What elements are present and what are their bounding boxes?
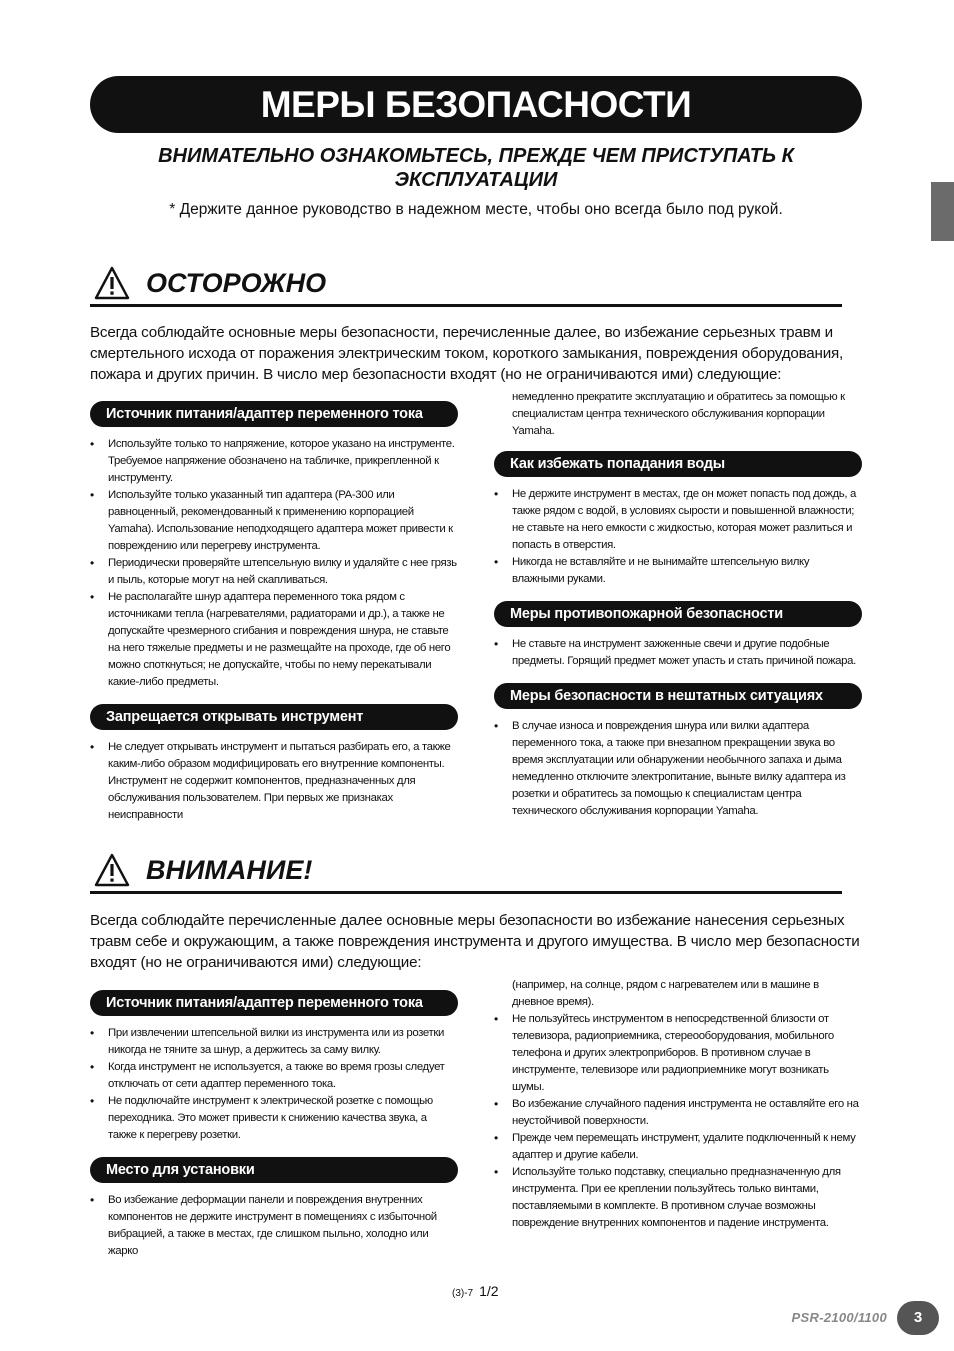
- page-number: 3: [897, 1301, 939, 1335]
- list-item: • Не держите инструмент в местах, где он может попасть под дождь, а также рядом с водой, в условиях сырости и повышенной влажности; не ставьте на него емкости с жидкостью, которая может разлиться и попасть в отверстия.: [494, 487, 856, 551]
- caution-power-list: [90, 436, 458, 691]
- attention-right-list: [494, 1011, 862, 1232]
- bullet-icon: •: [90, 556, 94, 570]
- list-item: • Используйте только то напряжение, которое указано на инструменте. Требуемое напряжение обозначено на табличке, прикрепленной к инструменту.: [90, 437, 455, 484]
- list-item: • Прежде чем перемещать инструмент, удалите подключенный к нему адаптер и другие кабели.: [494, 1131, 856, 1161]
- page-code: [452, 1283, 499, 1299]
- pill-attention-location: Место для установки: [90, 1157, 458, 1183]
- bullet-icon: •: [494, 1131, 498, 1145]
- bullet-icon: •: [494, 1012, 498, 1026]
- bullet-icon: •: [494, 487, 498, 501]
- list-item: • Никогда не вставляйте и не вынимайте штепсельную вилку влажными руками.: [494, 555, 810, 585]
- bullet-icon: •: [494, 1097, 498, 1111]
- continued-text: немедленно прекратите эксплуатацию и обратитесь за помощью к специалистам центра технического обслуживания корпорации Yamaha.: [512, 391, 845, 437]
- bullet-icon: •: [494, 719, 498, 733]
- list-item: • Используйте только подставку, специально предназначенную для инструмента. При ее креплении пользуйтесь только винтами, поставляемыми в комплекте. В противном случае возможны повреждение внутренних компонентов и падение инструмента.: [494, 1165, 841, 1229]
- bullet-icon: •: [90, 437, 94, 451]
- list-item: • Периодически проверяйте штепсельную вилку и удаляйте с нее грязь и пыль, которые могут на ней скапливаться.: [90, 556, 457, 586]
- attention-heading: [90, 853, 842, 894]
- pill-caution-open: Запрещается открывать инструмент: [90, 704, 458, 730]
- pill-attention-power: Источник питания/адаптер переменного тока: [90, 990, 458, 1016]
- subtitle-line-2: ЭКСПЛУАТАЦИИ: [394, 169, 558, 191]
- caution-left-column: [90, 401, 458, 824]
- caution-open-list: [90, 739, 458, 824]
- caution-intro: Всегда соблюдайте основные меры безопасности, перечисленные далее, во избежание серьезных травм и смертельного исхода от поражения электрическим током, короткого замыкания, повреждения оборудования, пожара и других причин. В число мер безопасности входят (но не ограничиваются ими) следующие:: [90, 324, 844, 383]
- caution-title: ОСТОРОЖНО: [146, 268, 327, 298]
- bullet-icon: •: [494, 637, 498, 651]
- attention-power-list: [90, 1025, 458, 1144]
- side-thumb-tab: [931, 182, 954, 241]
- warning-triangle-icon: [94, 853, 130, 887]
- caution-emergency-list: [494, 718, 862, 820]
- list-item: • Не пользуйтесь инструментом в непосредственной близости от телевизора, радиоприемника, стереооборудования, мобильного телефона и других электроприборов. В противном случае в инструменте, телевизоре или радиоприемнике могут возникать шумы.: [494, 1012, 834, 1093]
- attention-intro: Всегда соблюдайте перечисленные далее основные меры безопасности во избежание нанесения серьезных травм себе и окружающим, а также повреждения инструмента и другого имущества. В число мер безопасности входят (но не ограничиваются ими) следующие:: [90, 912, 860, 971]
- page-fraction: 1/2: [479, 1283, 499, 1299]
- bullet-icon: •: [494, 1165, 498, 1179]
- list-item: • В случае износа и повреждения шнура или вилки адаптера переменного тока, а также при внезапном прекращении звука во время эксплуатации или обнаружении необычного запаха и дыма немедленно отключите электропитание, выньте вилку адаптера из розетки и обратитесь за помощью к специалистам центра технического обслуживания корпорации Yamaha.: [494, 719, 846, 817]
- pill-caution-emergency: Меры безопасности в нештатных ситуациях: [494, 683, 862, 709]
- bullet-icon: •: [90, 1026, 94, 1040]
- list-item: • При извлечении штепсельной вилки из инструмента или из розетки никогда не тяните за шнур, а держитесь за саму вилку.: [90, 1026, 445, 1056]
- attention-title: ВНИМАНИЕ!: [146, 855, 313, 885]
- caution-fire-list: [494, 636, 862, 670]
- subtitle-line-1: ВНИМАТЕЛЬНО ОЗНАКОМЬТЕСЬ, ПРЕЖДЕ ЧЕМ ПРИСТУПАТЬ К: [158, 145, 794, 167]
- attention-location-list: [90, 1192, 458, 1260]
- list-item: • Во избежание случайного падения инструмента не оставляйте его на неустойчивой поверхности.: [494, 1097, 859, 1127]
- bullet-icon: •: [90, 1094, 94, 1108]
- bullet-icon: •: [90, 1193, 94, 1207]
- pill-caution-fire: Меры противопожарной безопасности: [494, 601, 862, 627]
- warning-triangle-icon: [94, 266, 130, 300]
- list-item: • Не располагайте шнур адаптера переменного тока рядом с источниками тепла (нагревателями, радиаторами и др.), а также не допускайте чрезмерного сгибания и повреждения шнура, не ставьте на него тяжелые предметы и не размещайте на проходе, где об него можно споткнуться; не допускайте, чтобы по нему перекатывали какие-либо предметы.: [90, 590, 451, 688]
- list-item: • Используйте только указанный тип адаптера (PA-300 или равноценный, рекомендованный к применению корпорацией Yamaha). Использование неподходящего адаптера может привести к повреждению или перегреву инструмента.: [90, 488, 453, 552]
- list-item: • Не следует открывать инструмент и пытаться разбирать его, а также каким-либо образом модифицировать его внутренние компоненты. Инструмент не содержит компонентов, предназначенных для обслуживания пользователем. При первых же признаках неисправности: [90, 740, 451, 821]
- keep-manual-note: * Держите данное руководство в надежном месте, чтобы оно всегда было под рукой.: [169, 201, 783, 218]
- list-item: • Не подключайте инструмент к электрической розетке с помощью переходника. Это может привести к снижению качества звука, а также к перегреву розетки.: [90, 1094, 433, 1141]
- list-item: • Не ставьте на инструмент зажженные свечи и другие подобные предметы. Горящий предмет может упасть и стать причиной пожара.: [494, 637, 856, 667]
- bullet-icon: •: [90, 740, 94, 754]
- list-item: • Когда инструмент не используется, а также во время грозы следует отключать от сети адаптер переменного тока.: [90, 1060, 445, 1090]
- pill-caution-power: Источник питания/адаптер переменного тока: [90, 401, 458, 427]
- continued-text: (например, на солнце, рядом с нагревателем или в машине в дневное время).: [512, 979, 819, 1008]
- bullet-icon: •: [90, 1060, 94, 1074]
- page-code-small: (3)-7: [452, 1288, 474, 1299]
- caution-water-list: [494, 486, 862, 588]
- attention-left-column: [90, 990, 458, 1260]
- list-item: • Во избежание деформации панели и повреждения внутренних компонентов не держите инструмент в помещениях с избыточной вибрацией, а также в местах, где слишком пыльно, холодно или жарко: [90, 1193, 437, 1257]
- subtitle: [90, 144, 862, 192]
- page-title: МЕРЫ БЕЗОПАСНОСТИ: [90, 76, 862, 133]
- caution-heading: [90, 266, 842, 307]
- bullet-icon: •: [90, 590, 94, 604]
- bullet-icon: •: [90, 488, 94, 502]
- pill-caution-water: Как избежать попадания воды: [494, 451, 862, 477]
- bullet-icon: •: [494, 555, 498, 569]
- attention-right-column: [494, 977, 862, 1232]
- model-name: PSR-2100/1100: [791, 1310, 887, 1325]
- caution-right-column: [494, 389, 862, 820]
